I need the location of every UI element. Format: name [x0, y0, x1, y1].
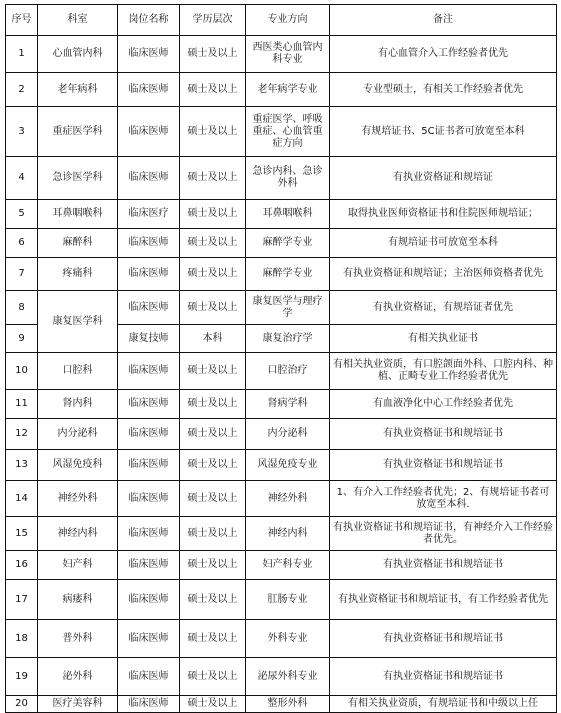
cell-post: 临床医师: [118, 36, 180, 73]
cell-note: 有执业资格证书和规培证书: [330, 551, 557, 580]
cell-no: 17: [6, 580, 38, 620]
cell-note: 有执业资格证书和规培证书: [330, 419, 557, 450]
cell-edu: 硕士及以上: [180, 229, 246, 258]
cell-post: 康复技师: [118, 325, 180, 353]
cell-dept: 肾内科: [38, 390, 118, 419]
table-row: [6, 696, 557, 713]
cell-note: 有血液净化中心工作经验者优先: [330, 390, 557, 419]
cell-major: 康复医学与理疗学: [246, 291, 330, 325]
cell-dept: 疼痛科: [38, 258, 118, 291]
table-row: [6, 229, 557, 258]
cell-major: 急诊内科、急诊外科: [246, 157, 330, 200]
cell-no: 6: [6, 229, 38, 258]
cell-dept: 妇产科: [38, 551, 118, 580]
cell-post: 临床医师: [118, 390, 180, 419]
cell-dept: 泌外科: [38, 658, 118, 696]
cell-note: 有执业资格证书和规培证书，有神经介入工作经验者优先。: [330, 517, 557, 551]
cell-post: 临床医师: [118, 419, 180, 450]
cell-note: 有规培证书、5C证书者可放宽至本科: [330, 107, 557, 157]
cell-note: 专业型硕士，有相关工作经验者优先: [330, 73, 557, 107]
cell-major: 西医类心血管内科专业: [246, 36, 330, 73]
table-row: [6, 620, 557, 658]
cell-dept: 风湿免疫科: [38, 450, 118, 481]
cell-dept-merged: 康复医学科: [38, 291, 118, 353]
cell-dept: 急诊医学科: [38, 157, 118, 200]
cell-post: 临床医师: [118, 450, 180, 481]
cell-post: 临床医师: [118, 481, 180, 517]
cell-note: 有执业资格证和规培证: [330, 157, 557, 200]
cell-edu: 硕士及以上: [180, 620, 246, 658]
cell-edu: 硕士及以上: [180, 258, 246, 291]
cell-no: 8: [6, 291, 38, 325]
cell-dept: 病瘘科: [38, 580, 118, 620]
table-row: [6, 481, 557, 517]
cell-dept: 内分泌科: [38, 419, 118, 450]
cell-note: 有心血管介入工作经验者优先: [330, 36, 557, 73]
cell-edu: 硕士及以上: [180, 291, 246, 325]
cell-no: 15: [6, 517, 38, 551]
cell-note: 取得执业医师资格证书和住院医师规培证；: [330, 200, 557, 229]
cell-major: 风湿免疫专业: [246, 450, 330, 481]
cell-edu: 硕士及以上: [180, 658, 246, 696]
cell-no: 12: [6, 419, 38, 450]
cell-edu: 硕士及以上: [180, 390, 246, 419]
cell-major: 肾病学科: [246, 390, 330, 419]
header-post: 岗位名称: [118, 5, 180, 36]
table-row: [6, 353, 557, 390]
cell-dept: 耳鼻咽喉科: [38, 200, 118, 229]
cell-post: 临床医师: [118, 658, 180, 696]
cell-note: 有执业资格证书和规培证书: [330, 620, 557, 658]
cell-no: 1: [6, 36, 38, 73]
cell-no: 20: [6, 696, 38, 713]
table-row: [6, 551, 557, 580]
cell-post: 临床医师: [118, 229, 180, 258]
cell-edu: 硕士及以上: [180, 353, 246, 390]
table-row: [6, 658, 557, 696]
table-row: [6, 73, 557, 107]
cell-major: 老年病学专业: [246, 73, 330, 107]
cell-post: 临床医师: [118, 353, 180, 390]
cell-dept: 口腔科: [38, 353, 118, 390]
cell-edu: 硕士及以上: [180, 36, 246, 73]
cell-edu: 硕士及以上: [180, 107, 246, 157]
cell-post: 临床医师: [118, 73, 180, 107]
cell-major: 外科专业: [246, 620, 330, 658]
table-row: [6, 517, 557, 551]
cell-major: 麻醉学专业: [246, 229, 330, 258]
cell-edu: 硕士及以上: [180, 481, 246, 517]
cell-dept: 麻醉科: [38, 229, 118, 258]
cell-note: 有执业资格证书和规培证书，有工作经验者优先: [330, 580, 557, 620]
cell-note: 有执业资格证书和规培证书: [330, 450, 557, 481]
recruitment-table: [5, 4, 557, 713]
cell-major: 耳鼻咽喉科: [246, 200, 330, 229]
cell-note: 有相关执业证书: [330, 325, 557, 353]
cell-no: 19: [6, 658, 38, 696]
cell-edu: 硕士及以上: [180, 73, 246, 107]
cell-no: 9: [6, 325, 38, 353]
cell-dept: 心血管内科: [38, 36, 118, 73]
cell-post: 临床医师: [118, 551, 180, 580]
header-no: 序号: [6, 5, 38, 36]
cell-no: 18: [6, 620, 38, 658]
header-dept: 科室: [38, 5, 118, 36]
cell-major: 神经内科: [246, 517, 330, 551]
cell-post: 临床医师: [118, 620, 180, 658]
cell-major: 康复治疗学: [246, 325, 330, 353]
cell-dept: 神经内科: [38, 517, 118, 551]
table-row: [6, 157, 557, 200]
cell-major: 泌尿外科专业: [246, 658, 330, 696]
cell-dept: 老年病科: [38, 73, 118, 107]
cell-major: 麻醉学专业: [246, 258, 330, 291]
table-header-row: [6, 5, 557, 36]
header-major: 专业方向: [246, 5, 330, 36]
cell-dept: 神经外科: [38, 481, 118, 517]
cell-dept: 普外科: [38, 620, 118, 658]
cell-major: 神经外科: [246, 481, 330, 517]
cell-major: 肛肠专业: [246, 580, 330, 620]
table-row: [6, 107, 557, 157]
cell-no: 4: [6, 157, 38, 200]
cell-edu: 硕士及以上: [180, 551, 246, 580]
cell-edu: 硕士及以上: [180, 450, 246, 481]
cell-no: 10: [6, 353, 38, 390]
table-row: [6, 291, 557, 325]
cell-note: 有执业资格证书和规培证书: [330, 658, 557, 696]
header-edu: 学历层次: [180, 5, 246, 36]
table-row: [6, 390, 557, 419]
cell-dept: 重症医学科: [38, 107, 118, 157]
cell-post: 临床医师: [118, 517, 180, 551]
header-note: 备注: [330, 5, 557, 36]
cell-post: 临床医师: [118, 580, 180, 620]
table-row: [6, 36, 557, 73]
cell-post: 临床医师: [118, 107, 180, 157]
cell-edu: 硕士及以上: [180, 580, 246, 620]
table-row: [6, 450, 557, 481]
cell-note: 有相关执业资质，有规培证书和中级以上任: [330, 696, 557, 713]
cell-major: 整形外科: [246, 696, 330, 713]
cell-major: 内分泌科: [246, 419, 330, 450]
cell-no: 13: [6, 450, 38, 481]
cell-no: 5: [6, 200, 38, 229]
cell-no: 11: [6, 390, 38, 419]
cell-no: 7: [6, 258, 38, 291]
cell-post: 临床医师: [118, 157, 180, 200]
cell-post: 临床医疗: [118, 200, 180, 229]
cell-note: 有规培证书可放宽至本科: [330, 229, 557, 258]
cell-note: 有执业资格证，有规培证者优先: [330, 291, 557, 325]
cell-note: 1、有介入工作经验者优先；2、有规培证书者可放宽至本科.: [330, 481, 557, 517]
cell-no: 2: [6, 73, 38, 107]
cell-post: 临床医师: [118, 696, 180, 713]
cell-edu: 硕士及以上: [180, 419, 246, 450]
cell-major: 口腔治疗: [246, 353, 330, 390]
cell-major: 妇产科专业: [246, 551, 330, 580]
table-row: [6, 580, 557, 620]
table-row: [6, 419, 557, 450]
cell-edu: 硕士及以上: [180, 696, 246, 713]
cell-dept: 医疗美容科: [38, 696, 118, 713]
cell-no: 14: [6, 481, 38, 517]
cell-note: 有相关执业资质，有口腔颌面外科、口腔内科、种植、正畸专业工作经验者优先: [330, 353, 557, 390]
cell-edu: 硕士及以上: [180, 517, 246, 551]
cell-major: 重症医学、呼吸重症、心血管重症方向: [246, 107, 330, 157]
table-row: [6, 200, 557, 229]
cell-note: 有执业资格证和规培证；主治医师资格者优先: [330, 258, 557, 291]
table-row: [6, 258, 557, 291]
cell-post: 临床医师: [118, 291, 180, 325]
cell-no: 16: [6, 551, 38, 580]
cell-edu: 硕士及以上: [180, 200, 246, 229]
cell-no: 3: [6, 107, 38, 157]
recruitment-table-container: [5, 4, 557, 713]
cell-edu: 本科: [180, 325, 246, 353]
cell-edu: 硕士及以上: [180, 157, 246, 200]
cell-post: 临床医师: [118, 258, 180, 291]
